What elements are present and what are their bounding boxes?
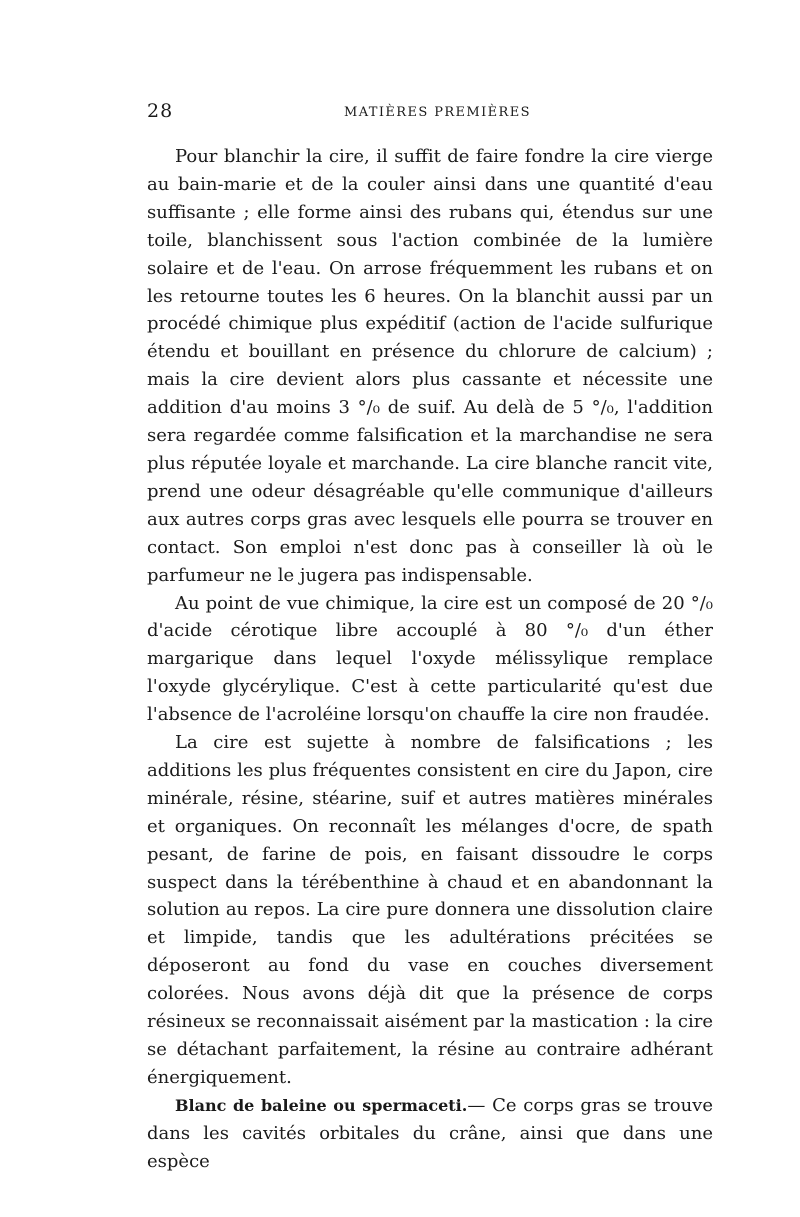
paragraph-wax-chemistry [147, 590, 713, 730]
paragraph-text: La cire est sujette à nombre de falsifications ; les additions les plus fréquentes consistent en cire du Japon, cire minérale, résine, stéarine, suif et autres matières minérales et organiques. On reconnaît les mélanges d'ocre, de spath pesant, de farine de pois, en faisant dissoudre le corps suspect dans la térébenthine à chaud et en abandonnant la solution au repos. La cire pure donnera une dissolution claire et limpide, tandis que les adultérations précitées se déposeront au fond du vase en couches diversement colorées. Nous avons déjà dit que la présence de corps résineux se reconnaissait aisément par la mastication : la cire se détachant parfaitement, la résine au contraire adhérant énergiquement. [147, 732, 713, 1088]
paragraph-spermaceti [147, 1092, 713, 1176]
paragraph-text: Pour blanchir la cire, il suffit de faire fondre la cire vierge au bain-marie et de la couler ainsi dans une quantité d'eau suffisante ; elle forme ainsi des rubans qui, étendus sur une toile, blanchissent sous l'action combinée de la lumière solaire et de l'eau. On arrose fréquemment les rubans et on les retourne toutes les 6 heures. On la blanchit aussi par un procédé chimique plus expéditif (action de l'acide sulfurique étendu et bouillant en présence du chlorure de calcium) ; mais la cire devient alors plus cassante et nécessite une addition d'au moins 3 °/₀ de suif. Au delà de 5 °/₀, l'addition sera regardée comme falsification et la marchandise ne sera plus réputée loyale et marchande. La cire blanche rancit vite, prend une odeur désagréable qu'elle communique d'ailleurs aux autres corps gras avec lesquels elle pourra se trouver en contact. Son emploi n'est donc pas à conseiller là où le parfumeur ne le jugera pas indispensable. [147, 146, 713, 586]
paragraph-text: — Ce corps gras se trouve dans les cavités orbitales du crâne, ainsi que dans une espèce [147, 1094, 714, 1172]
paragraph-wax-bleaching [147, 143, 713, 590]
running-title: MATIÈRES PREMIÈRES [344, 105, 531, 120]
section-heading-spermaceti: Blanc de baleine ou spermaceti. [175, 1095, 468, 1115]
paragraph-wax-falsifications [147, 729, 713, 1092]
paragraph-text: Au point de vue chimique, la cire est un composé de 20 °/₀ d'acide cérotique libre accouplé à 80 °/₀ d'un éther margarique dans lequel l'oxyde mélissylique remplace l'oxyde glycérylique. C'est à cette particularité qu'est due l'absence de l'acroléine lorsqu'on chauffe la cire non fraudée. [147, 592, 713, 726]
page-number: 28 [147, 100, 174, 122]
page-header [147, 100, 713, 128]
body-text [147, 143, 713, 1176]
